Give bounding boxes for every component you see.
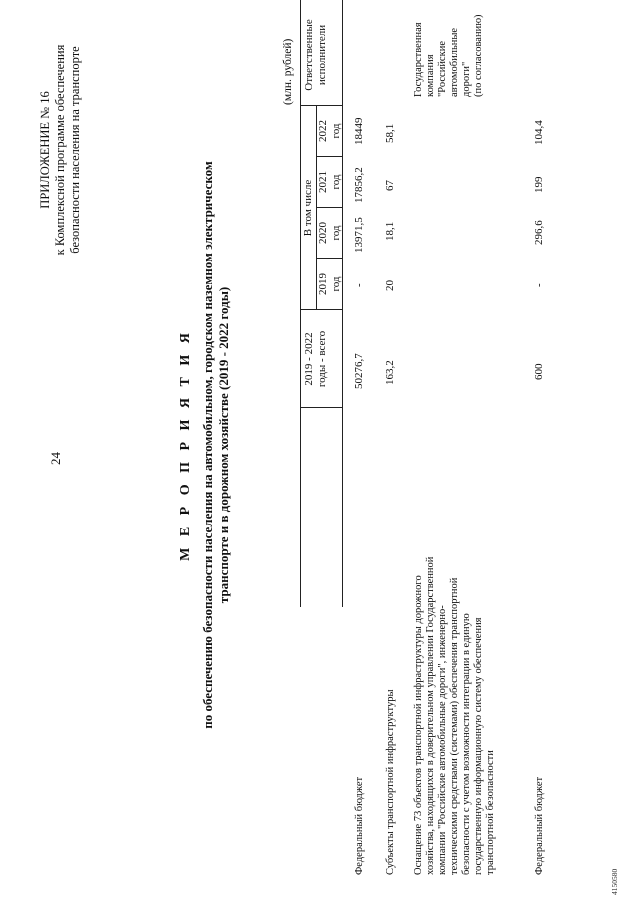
document-code: 4150580 (610, 868, 619, 895)
units-label: (млн. рублей) (282, 38, 294, 105)
header-year-2019: 2019 год (317, 273, 342, 295)
header-year-2021: 2021 год (317, 171, 342, 193)
title-heading: М Е Р О П Р И Я Т И Я (178, 329, 193, 561)
cell-total: 163,2 (384, 360, 396, 385)
row-label: Федеральный бюджет (534, 776, 545, 875)
cell-total: 50276,7 (353, 353, 365, 389)
col-divider (300, 407, 343, 408)
appendix-line-1: к Комплексной программе обеспечения (53, 44, 67, 256)
cell-2022: 58,1 (384, 123, 396, 143)
cell-2019: - (533, 283, 545, 287)
appendix-title: ПРИЛОЖЕНИЕ № 16 (38, 91, 52, 209)
cell-2019: 20 (384, 280, 396, 291)
document-title (178, 145, 232, 745)
cell-2021: 17856,2 (353, 167, 365, 203)
cell-2019: - (353, 283, 365, 287)
header-total: 2019 - 2022 годы - всего (303, 330, 328, 388)
header-year-2020: 2020 год (317, 222, 342, 244)
measure-description: Оснащение 73 объектов транспортной инфраструктуры дорожного хозяйства, находящихся в доверительном управлении Государственной компании "Российские автомобильные дороги", инженерно- техническими средствами (системами) обеспечения транспортной безопасности с учетом возможности интеграции в единую государственную информационную систему обеспечения транспортной безопасности (413, 556, 496, 875)
cell-2022: 104,4 (533, 120, 545, 145)
row-label: Федеральный бюджет (354, 776, 365, 875)
cell-total: 600 (533, 363, 545, 380)
header-responsible: Ответственные исполнители (303, 19, 328, 91)
header-year-2022: 2022 год (317, 120, 342, 142)
cell-2022: 18449 (353, 117, 365, 145)
cell-2021: 67 (384, 180, 396, 191)
responsible-executor: Государственная компания "Российские автомобильные дороги" (по согласованию) (413, 14, 484, 97)
title-line-1: по обеспечению безопасности населения на автомобильном, городском наземном электрическом (200, 161, 215, 729)
cell-2020: 13971,5 (353, 217, 365, 253)
appendix-line-2: безопасности населения на транспорте (68, 46, 82, 254)
row-label: Субъекты транспортной инфраструктуры (385, 689, 396, 875)
header-including: В том числе (302, 179, 314, 237)
cell-2021: 199 (533, 176, 545, 193)
cell-2020: 18,1 (384, 221, 396, 241)
title-line-2: транспорте и в дорожном хозяйстве (2019 - 2022 годы) (216, 286, 231, 604)
appendix-header (38, 25, 83, 275)
cell-2020: 296,6 (533, 220, 545, 245)
table-top-border (300, 0, 301, 607)
page-number: 24 (48, 452, 63, 465)
